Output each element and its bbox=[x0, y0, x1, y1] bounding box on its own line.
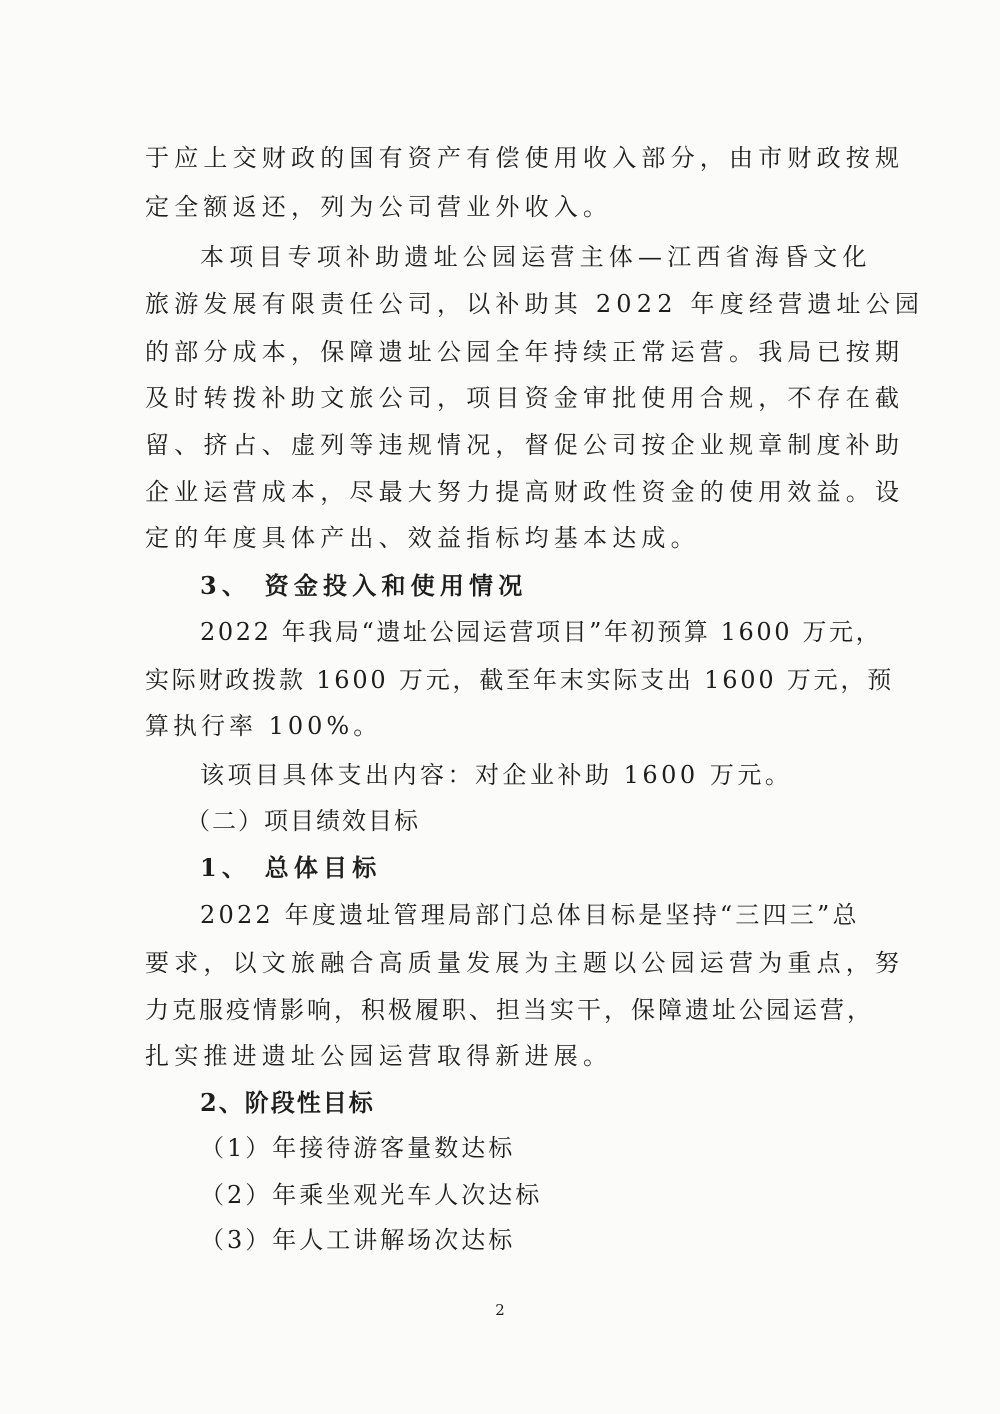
page-number: 2 bbox=[495, 1301, 505, 1319]
paragraph-line: 留、挤占、虚列等违规情况，督促公司按企业规章制度补助 bbox=[145, 431, 905, 459]
paragraph-line: 旅游发展有限责任公司，以补助其 2022 年度经营遗址公园 bbox=[145, 290, 925, 318]
section-heading: （二）项目绩效目标 bbox=[186, 807, 420, 835]
paragraph-line: 力克服疫情影响，积极履职、担当实干，保障遗址公园运营， bbox=[145, 996, 874, 1024]
paragraph-line: 及时转拨补助文旅公司，项目资金审批使用合规，不存在截 bbox=[145, 384, 905, 412]
paragraph-line: 的部分成本，保障遗址公园全年持续正常运营。我局已按期 bbox=[145, 338, 905, 366]
paragraph-line: 实际财政拨款 1600 万元，截至年末实际支出 1600 万元，预 bbox=[145, 666, 895, 694]
paragraph-line: 算执行率 100%。 bbox=[145, 712, 382, 740]
list-item: （3）年人工讲解场次达标 bbox=[200, 1226, 516, 1254]
paragraph-line: 于应上交财政的国有资产有偿使用收入部分，由市财政按规 bbox=[145, 144, 905, 172]
paragraph-line: 扎实推进遗址公园运营取得新进展。 bbox=[145, 1042, 613, 1070]
paragraph-line: 2022 年我局“遗址公园运营项目”年初预算 1600 万元， bbox=[200, 618, 883, 646]
list-item: （1）年接待游客量数达标 bbox=[200, 1134, 516, 1162]
paragraph-line: 该项目具体支出内容：对企业补助 1600 万元。 bbox=[200, 761, 793, 789]
section-heading: 2、阶段性目标 bbox=[200, 1088, 375, 1117]
paragraph-line: 要求，以文旅融合高质量发展为主题以公园运营为重点，努 bbox=[145, 949, 905, 977]
paragraph-line: 定的年度具体产出、效益指标均基本达成。 bbox=[145, 524, 700, 552]
paragraph-line: 定全额返还，列为公司营业外收入。 bbox=[145, 193, 613, 221]
list-item: （2）年乘坐观光车人次达标 bbox=[200, 1181, 543, 1209]
paragraph-line: 本项目专项补助遗址公园运营主体—江西省海昏文化 bbox=[200, 243, 872, 271]
paragraph-line: 企业运营成本，尽最大努力提高财政性资金的使用效益。设 bbox=[145, 478, 905, 506]
section-heading: 1、 总体目标 bbox=[200, 853, 382, 882]
section-heading: 3、 资金投入和使用情况 bbox=[200, 571, 528, 600]
paragraph-line: 2022 年度遗址管理局部门总体目标是坚持“三四三”总 bbox=[200, 901, 860, 929]
